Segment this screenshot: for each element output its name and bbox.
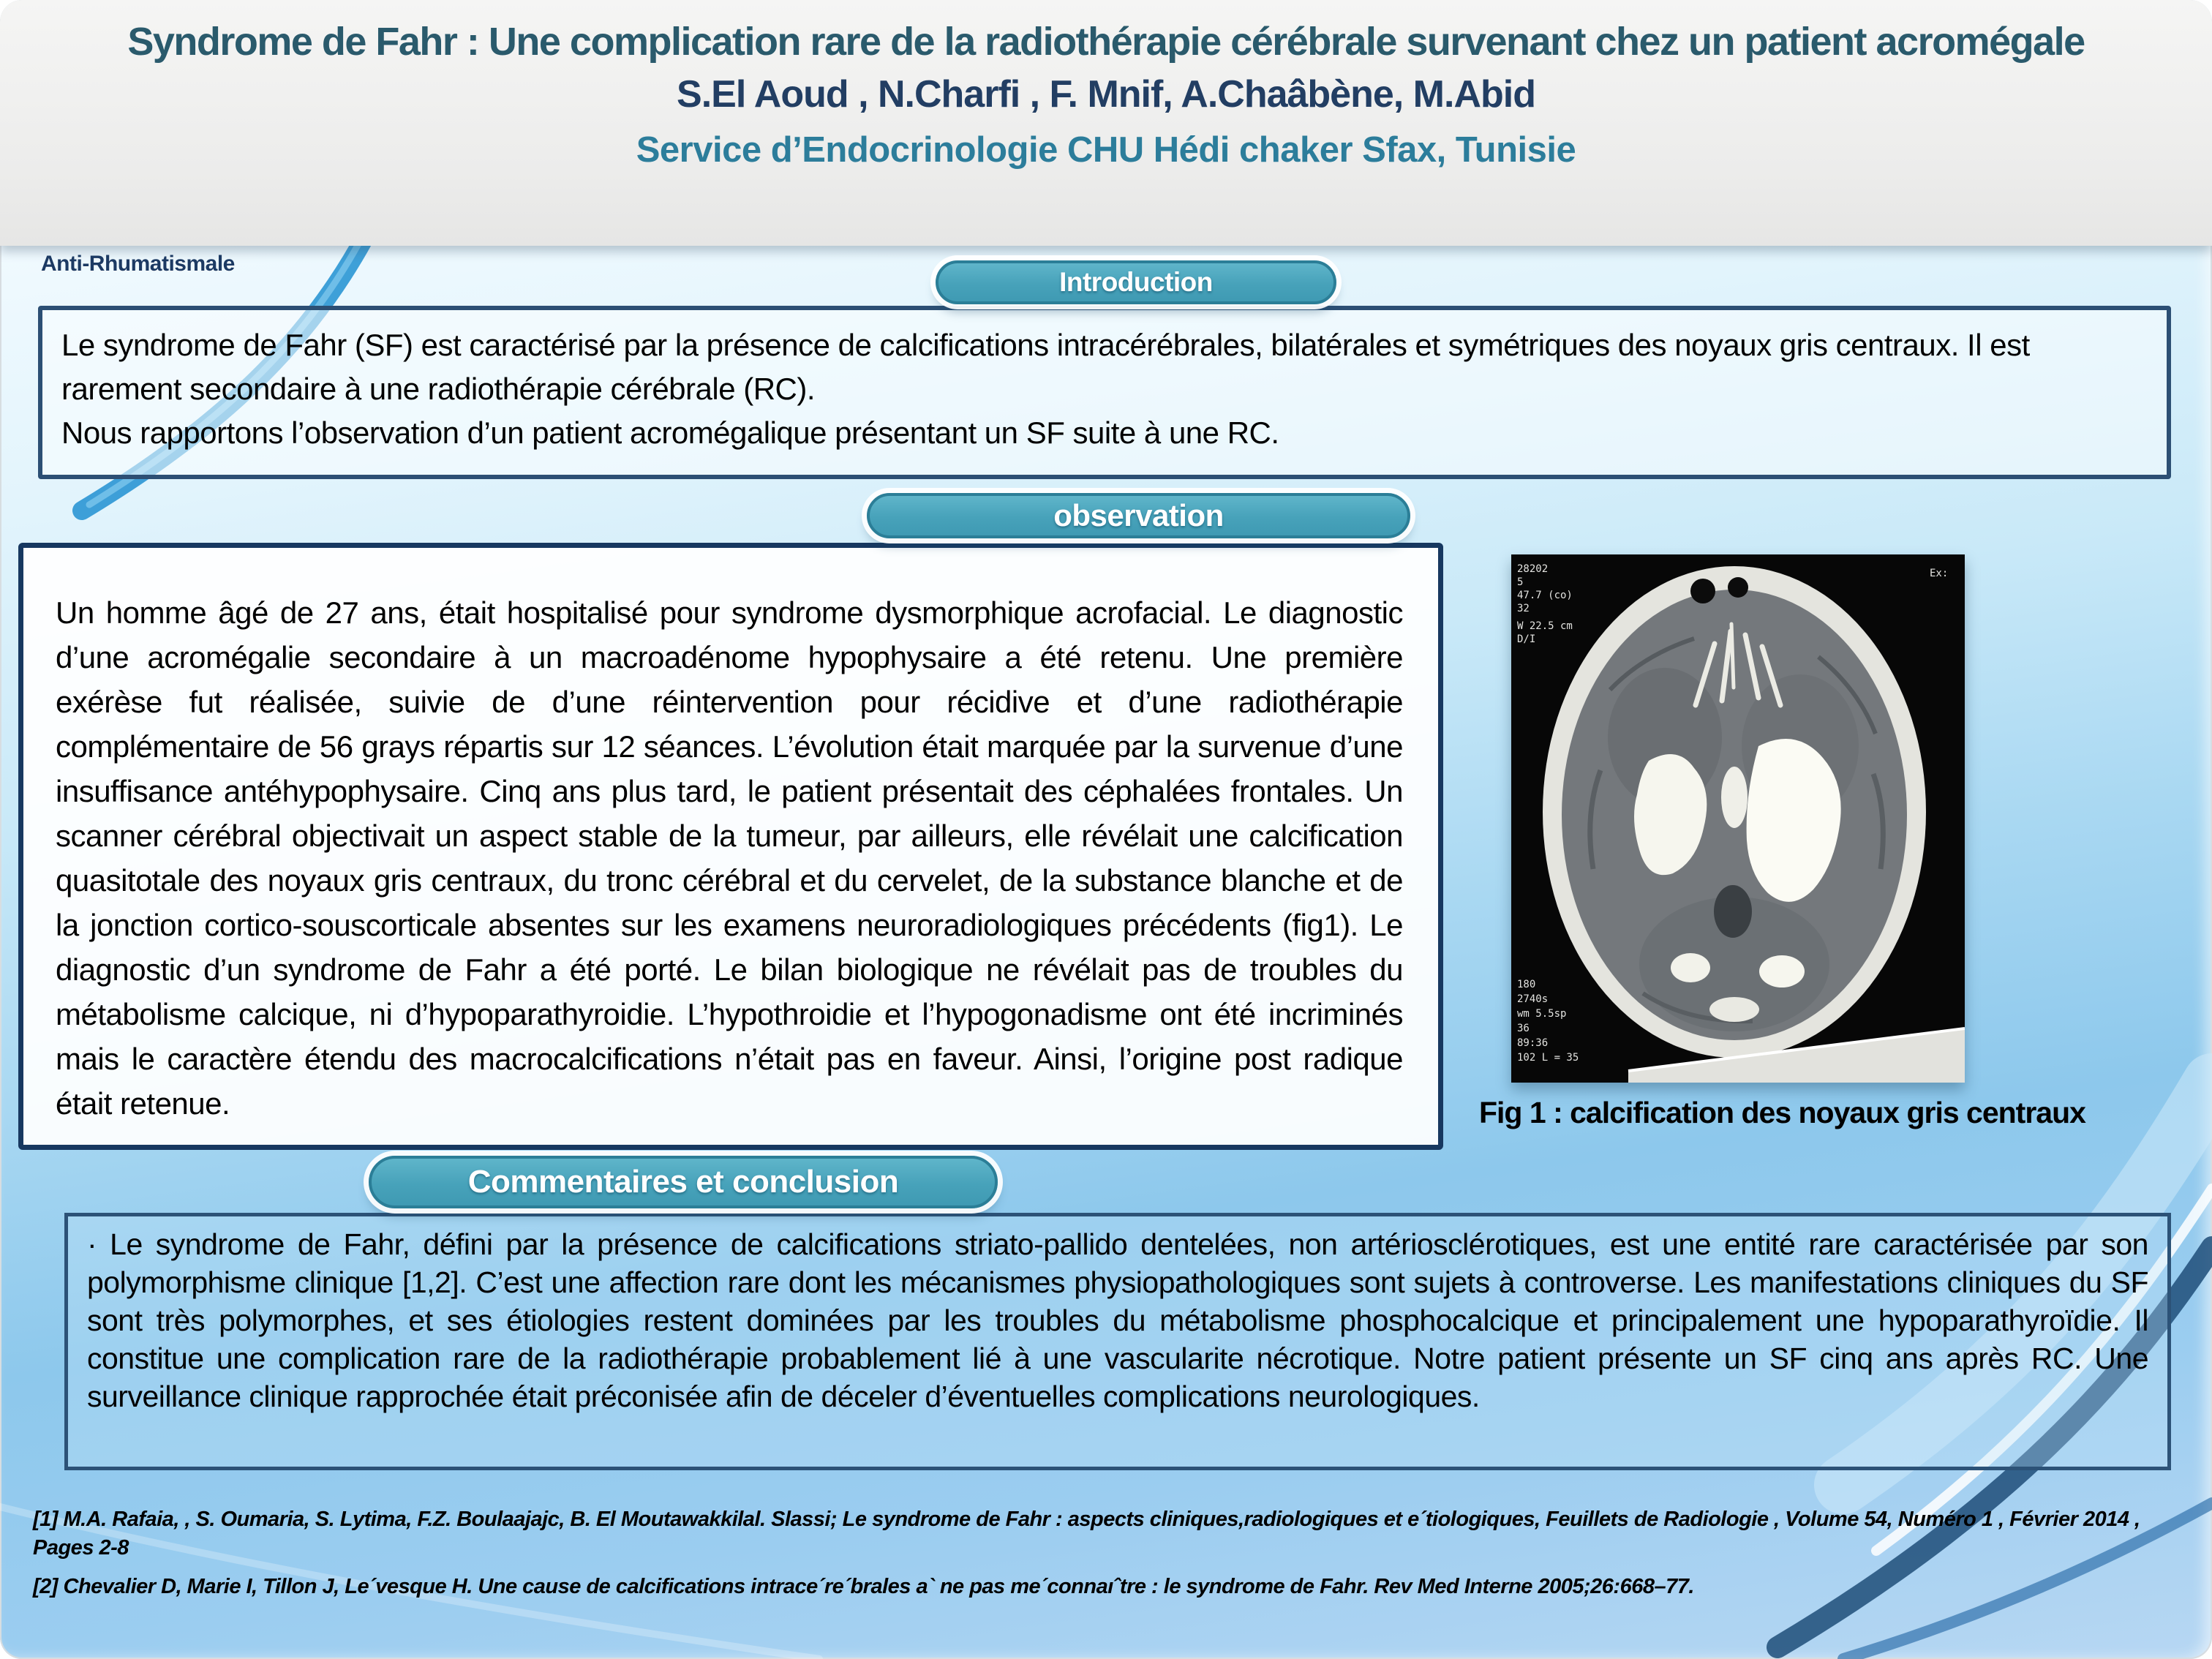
ct-annotation: 180 xyxy=(1517,979,1536,990)
conclusion-badge-label: Commentaires et conclusion xyxy=(467,1164,899,1200)
frontal-sinus-left xyxy=(1690,579,1715,603)
introduction-box xyxy=(38,306,2171,479)
ct-annotation: 28202 xyxy=(1517,563,1549,575)
conclusion-text: · Le syndrome de Fahr, défini par la présence de calcifications striato-pallido dentelées, non artériosclérotiques, est une entité rare caractérisée par son polymorphisme clinique [1,2]. C’est une affection rare dont les mécanismes physiopathologiques sont sujets à controverse. Les manifestations cliniques du SF sont très polymorphes, et ses étiologies restent dominées par les troubles du métabolisme phosphocalcique et principalement une hypoparathyroïdie. Il constitue une complication rare de la radiothérapie probablement lié à une vascularite nécrotique. Notre patient présente un SF cinq ans après RC. Une surveillance clinique rapprochée était préconisée afin de déceler d’éventuelles complications neurologiques. xyxy=(87,1227,2148,1413)
observation-text: Un homme âgé de 27 ans, était hospitalisé pour syndrome dysmorphique acrofacial. Le diagnostic d’une acromégalie secondaire à un macroadénome hypophysaire a été retenu. Une première exérèse fut réalisée, suivie de d’une réintervention pour récidive et d’une radiothérapie complémentaire de 56 grays répartis sur 12 séances. L’évolution était marquée par la survenue d’une insuffisance antéhypophysaire. Cinq ans plus tard, le patient présentait des céphalées frontales. Un scanner cérébral objectivait un aspect stable de la tumeur, par ailleurs, elle révélait une calcification quasitotale des noyaux gris centraux, du tronc cérébral et du cervelet, de la substance blanche et de la jonction cortico-souscorticale absentes sur les examens neuroradiologiques précédents (fig1). Le diagnostic d’un syndrome de Fahr a été porté. Le bilan biologique ne révélait pas de troubles du métabolisme calcique, ni d’hypoparathyroidie. L’hypothroidie et l’hypogonadisme ont été incriminés mais le caractère étendu des macrocalcifications n’était pas en faveur. Ainsi, l’origine post radique était retenue. xyxy=(56,595,1403,1121)
poster-header xyxy=(0,0,2212,246)
observation-box xyxy=(18,543,1443,1150)
poster-title: Syndrome de Fahr : Une complication rare de la radiothérapie cérébrale survenant chez un patient acromégale xyxy=(127,20,2085,64)
references-section xyxy=(33,1505,2179,1611)
reference-1: [1] M.A. Rafaia, , S. Oumaria, S. Lytima, F.Z. Boulaajajc, B. El Moutawakkilal. Slassi; Le syndrome de Fahr : aspects cliniques,radiologiques et e´tiologiques, Feuillets de Radiologie , Volume 54, Numéro 1 , Février 2014 , Pages 2-8 xyxy=(33,1508,2140,1560)
reference-2: [2] Chevalier D, Marie I, Tillon J, Le´vesque H. Une cause de calcifications intrace´re´brales a` ne pas me´connaıˆtre : le syndrome de Fahr. Rev Med Interne 2005;26:668–77. xyxy=(33,1575,1694,1598)
ct-annotation: wm 5.5sp xyxy=(1517,1008,1567,1020)
watermark-label: Anti-Rhumatismale xyxy=(41,252,235,276)
ct-annotation: D/I xyxy=(1517,633,1536,645)
ct-annotation: 47.7 (co) xyxy=(1517,590,1573,601)
ct-annotation: 32 xyxy=(1517,603,1530,614)
figure-caption: Fig 1 : calcification des noyaux gris centraux xyxy=(1479,1096,2085,1129)
introduction-paragraph-2: Nous rapportons l’observation d’un patient acromégalique présentant un SF suite à une RC. xyxy=(61,415,1279,450)
ct-annotation: 2740s xyxy=(1517,993,1549,1005)
observation-badge-label: observation xyxy=(1053,498,1224,533)
ct-annotation: W 22.5 cm xyxy=(1517,620,1573,632)
conclusion-box xyxy=(64,1213,2171,1470)
section-badge-observation xyxy=(867,493,1410,538)
ct-annotation: 36 xyxy=(1517,1023,1530,1034)
frontal-sinus-right xyxy=(1728,577,1748,598)
section-badge-conclusion xyxy=(369,1156,998,1208)
ct-annotation: Ex: xyxy=(1930,568,1949,579)
ct-scan-figure xyxy=(1511,554,1965,1083)
ct-annotation: 89:36 xyxy=(1517,1037,1549,1049)
poster-authors: S.El Aoud , N.Charfi , F. Mnif, A.Chaâbène, M.Abid xyxy=(677,73,1535,116)
introduction-badge-label: Introduction xyxy=(1059,267,1213,297)
section-badge-introduction xyxy=(936,260,1336,304)
introduction-paragraph-1: Le syndrome de Fahr (SF) est caractérisé par la présence de calcifications intracérébrales, bilatérales et symétriques des noyaux gris centraux. Il est rarement secondaire à une radiothérapie cérébrale (RC). xyxy=(61,328,2030,406)
ct-annotation: 5 xyxy=(1517,576,1524,588)
ct-annotation: 102 L = 35 xyxy=(1517,1052,1579,1064)
ct-scan-image xyxy=(1511,554,1965,1083)
poster-affiliation: Service d’Endocrinologie CHU Hédi chaker Sfax, Tunisie xyxy=(636,130,1576,170)
